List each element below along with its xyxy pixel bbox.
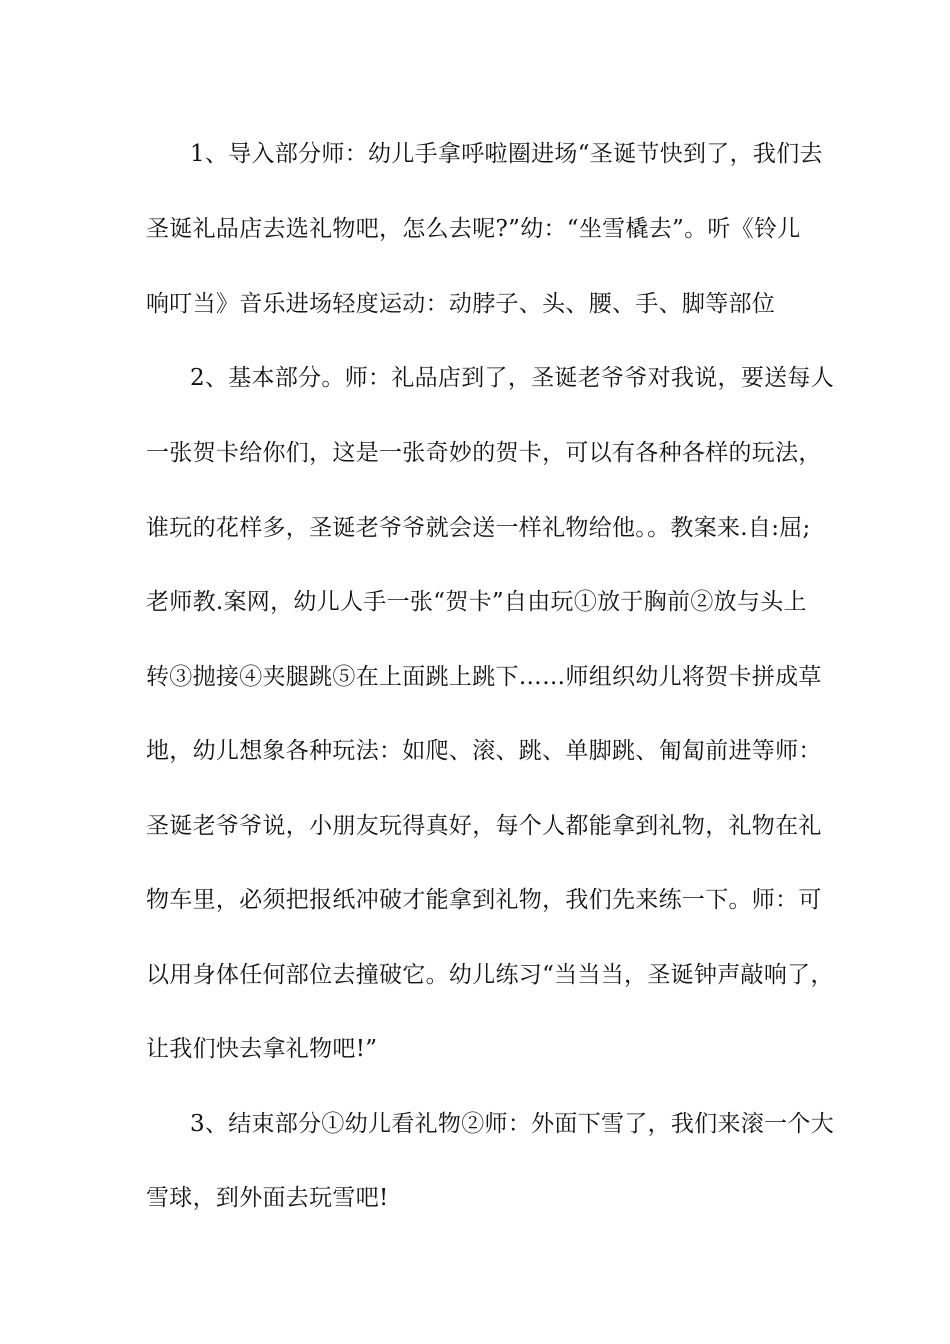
- paragraph-2-line-7: 圣诞老爷爷说，小朋友玩得真好，每个人都能拿到礼物，礼物在礼: [146, 813, 822, 839]
- paragraph-2-line-4: 老师教.案网，幼儿人手一张“贺卡”自由玩①放于胸前②放与头上: [146, 589, 807, 615]
- paragraph-2-line-1: 2、基本部分。师：礼品店到了，圣诞老爷爷对我说，要送每人: [190, 365, 835, 391]
- paragraph-2-line-2: 一张贺卡给你们，这是一张奇妙的贺卡，可以有各种各样的玩法，: [146, 440, 822, 466]
- paragraph-2-line-3: 谁玩的花样多，圣诞老爷爷就会送一样礼物给他。。教案来.自:屈;: [146, 515, 811, 541]
- paragraph-3-line-1: 3、结束部分①幼儿看礼物②师：外面下雪了，我们来滚一个大: [190, 1111, 835, 1137]
- paragraph-1-line-1: 1、导入部分师：幼儿手拿呼啦圈进场“圣诞节快到了，我们去: [190, 141, 823, 167]
- paragraph-3-line-2: 雪球，到外面去玩雪吧!: [146, 1185, 389, 1211]
- paragraph-1-line-3: 响叮当》音乐进场轻度运动：动脖子、头、腰、手、脚等部位: [146, 291, 776, 317]
- paragraph-2-line-10: 让我们快去拿礼物吧!”: [146, 1036, 378, 1062]
- paragraph-2-line-5: 转③抛接④夹腿跳⑤在上面跳上跳下……师组织幼儿将贺卡拼成草: [146, 664, 822, 690]
- paragraph-2-line-8: 物车里，必须把报纸冲破才能拿到礼物，我们先来练一下。师：可: [146, 887, 822, 913]
- paragraph-2-line-6: 地，幼儿想象各种玩法：如爬、滚、跳、单脚跳、匍匐前进等师：: [146, 738, 822, 764]
- paragraph-1-line-2: 圣诞礼品店去选礼物吧，怎么去呢?”幼：“坐雪橇去”。听《铃儿: [146, 216, 801, 242]
- paragraph-2-line-9: 以用身体任何部位去撞破它。幼儿练习“当当当，圣诞钟声敲响了，: [146, 962, 834, 988]
